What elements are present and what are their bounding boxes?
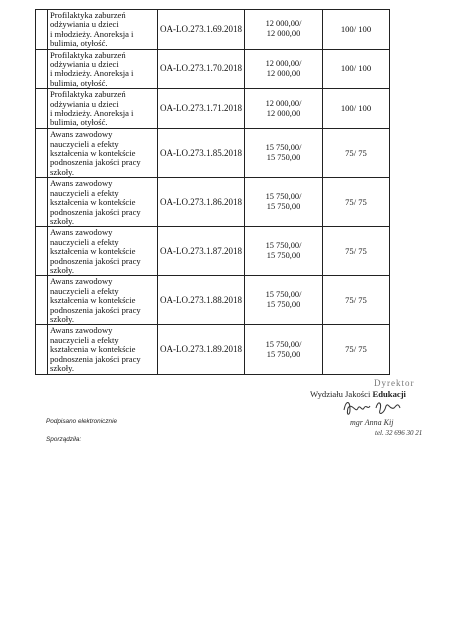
table-row xyxy=(36,276,390,325)
table-row xyxy=(36,49,390,89)
table-row xyxy=(36,10,390,50)
reference-number-cell: OA-LO.273.1.89.2018 xyxy=(158,325,245,375)
amount-cell: 12 000,00/ 12 000,00 xyxy=(245,49,323,89)
table-row xyxy=(36,325,390,375)
reference-number-cell: OA-LO.273.1.70.2018 xyxy=(158,49,245,89)
amount-cell: 12 000,00/ 12 000,00 xyxy=(245,89,323,129)
director-stamp xyxy=(310,378,450,458)
ratio-cell: 100/ 100 xyxy=(323,49,390,89)
subject-cell: Awans zawodowy nauczycieli a efekty kształcenia w kontekście podnoszenia jakości pracy szkoły. xyxy=(48,227,158,276)
ratio-cell: 75/ 75 xyxy=(323,178,390,227)
subject-cell: Profilaktyka zaburzeń odżywiania u dzieci i młodzieży. Anoreksja i bulimia, otyłość. xyxy=(48,10,158,50)
table-row xyxy=(36,227,390,276)
stamp-dept-mid: Jakości xyxy=(345,389,371,399)
handwritten-signature xyxy=(340,396,410,420)
subject-cell: Awans zawodowy nauczycieli a efekty kształcenia w kontekście podnoszenia jakości pracy szkoły. xyxy=(48,178,158,227)
stamp-name: mgr Anna Kij xyxy=(350,418,394,427)
reference-number-cell: OA-LO.273.1.71.2018 xyxy=(158,89,245,129)
table-row xyxy=(36,89,390,129)
reference-number-cell: OA-LO.273.1.86.2018 xyxy=(158,178,245,227)
amount-cell: 15 750,00/ 15 750,00 xyxy=(245,129,323,178)
ratio-cell: 75/ 75 xyxy=(323,276,390,325)
amount-cell: 15 750,00/ 15 750,00 xyxy=(245,276,323,325)
row-marker-cell xyxy=(36,89,48,129)
subject-cell: Awans zawodowy nauczycieli a efekty kształcenia w kontekście podnoszenia jakości pracy szkoły. xyxy=(48,129,158,178)
ratio-cell: 75/ 75 xyxy=(323,227,390,276)
row-marker-cell xyxy=(36,178,48,227)
table-row xyxy=(36,178,390,227)
row-marker-cell xyxy=(36,129,48,178)
reference-number-cell: OA-LO.273.1.69.2018 xyxy=(158,10,245,50)
stamp-title: Dyrektor xyxy=(374,378,415,388)
ratio-cell: 75/ 75 xyxy=(323,325,390,375)
reference-number-cell: OA-LO.273.1.87.2018 xyxy=(158,227,245,276)
ratio-cell: 75/ 75 xyxy=(323,129,390,178)
row-marker-cell xyxy=(36,227,48,276)
table-row xyxy=(36,129,390,178)
amount-cell: 15 750,00/ 15 750,00 xyxy=(245,178,323,227)
subject-cell: Awans zawodowy nauczycieli a efekty kształcenia w kontekście podnoszenia jakości pracy szkoły. xyxy=(48,276,158,325)
signed-electronically-note: Podpisano elektronicznie xyxy=(46,418,118,425)
reference-number-cell: OA-LO.273.1.85.2018 xyxy=(158,129,245,178)
row-marker-cell xyxy=(36,325,48,375)
row-marker-cell xyxy=(36,276,48,325)
amount-cell: 15 750,00/ 15 750,00 xyxy=(245,227,323,276)
ratio-cell: 100/ 100 xyxy=(323,10,390,50)
document-table xyxy=(35,9,390,375)
amount-cell: 15 750,00/ 15 750,00 xyxy=(245,325,323,375)
stamp-dept-prefix: Wydziału xyxy=(310,389,346,399)
ratio-cell: 100/ 100 xyxy=(323,89,390,129)
subject-cell: Profilaktyka zaburzeń odżywiania u dzieci i młodzieży. Anoreksja i bulimia, otyłość. xyxy=(48,89,158,129)
prepared-by-label: Sporządziła: xyxy=(46,436,82,443)
row-marker-cell xyxy=(36,10,48,50)
stamp-dept-suffix: Edukacji xyxy=(370,389,406,399)
subject-cell: Awans zawodowy nauczycieli a efekty kształcenia w kontekście podnoszenia jakości pracy szkoły. xyxy=(48,325,158,375)
phone-number: tel. 32 696 30 21 xyxy=(375,429,423,437)
reference-number-cell: OA-LO.273.1.88.2018 xyxy=(158,276,245,325)
amount-cell: 12 000,00/ 12 000,00 xyxy=(245,10,323,50)
subject-cell: Profilaktyka zaburzeń odżywiania u dzieci i młodzieży. Anoreksja i bulimia, otyłość. xyxy=(48,49,158,89)
row-marker-cell xyxy=(36,49,48,89)
